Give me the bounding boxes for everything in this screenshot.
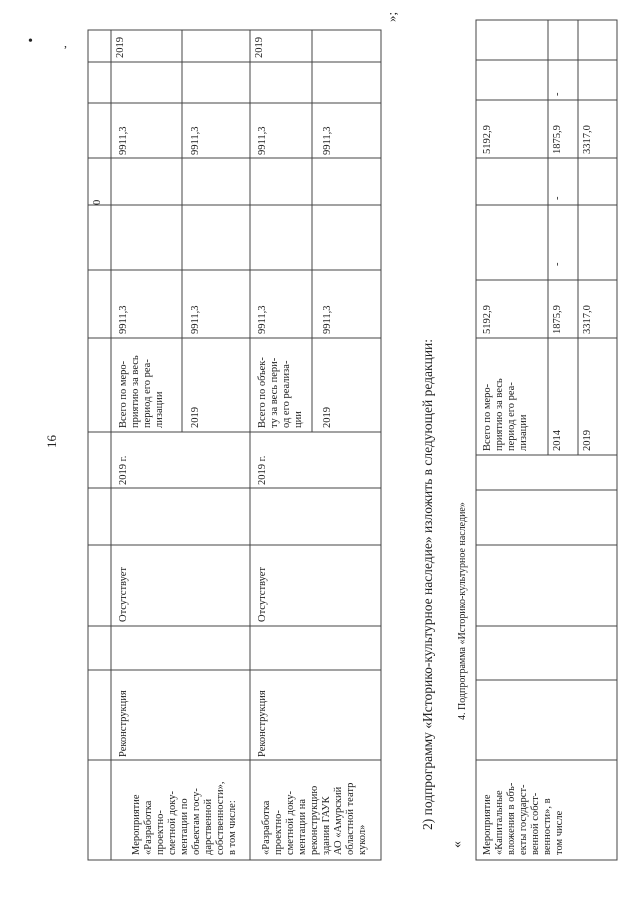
table2-row2-year: 2019 xyxy=(582,430,593,451)
table1-close-quote: »; xyxy=(384,11,399,22)
table1-row2-status: Отсутствует xyxy=(257,567,268,622)
table2-row1-value: 1875,9 xyxy=(552,305,563,334)
dot-mark: • xyxy=(28,34,33,49)
table1-row2-type: Реконструкция xyxy=(257,690,268,757)
table2-row1-value2: 1875,9 xyxy=(552,125,563,154)
page-number: 16 xyxy=(44,435,59,448)
table1-row1-value-total: 9911,3 xyxy=(118,126,129,155)
table1-row1-term: 2019 г. xyxy=(118,455,129,485)
table2-period-total: Всего по меро- приятию за весь период его реа- лизации xyxy=(482,378,529,451)
table1-row1-name: Мероприятие «Разработка проектно- сметной доку- ментации по объектам госу- дарственной собственности», в том числе: xyxy=(131,781,238,855)
table1-zero: 0 xyxy=(92,199,103,205)
table2-row2-value2: 3317,0 xyxy=(582,125,593,154)
table1-row1-status: Отсутствует xyxy=(118,567,129,622)
table1-row2-term: 2019 г. xyxy=(257,455,268,485)
table1-row1-year-col: 2019 xyxy=(115,37,126,58)
table2-row1-dash2: - xyxy=(552,92,563,96)
table2-row1-year: 2014 xyxy=(552,430,563,451)
comma-mark: , xyxy=(64,36,67,50)
subprogram-heading: 2) подпрограмму «Историко-культурное наследие» изложить в следующей редакции: xyxy=(420,338,435,830)
table1-row1-sum-total: 9911,3 xyxy=(118,305,129,334)
table2-dash-mid: - xyxy=(552,196,563,200)
table1-row2-sum-year: 9911,3 xyxy=(322,305,333,334)
table1-row1-value-year: 9911,3 xyxy=(190,126,201,155)
table1-row2-value-total: 9911,3 xyxy=(257,126,268,155)
table1-row2-period-total: Всего по объек- ту за весь пери- од его реализа- ции xyxy=(257,357,304,428)
table1-row2-year: 2019 xyxy=(322,407,333,428)
table1-row2-sum-total: 9911,3 xyxy=(257,305,268,334)
table1-row2-value-year: 9911,3 xyxy=(322,126,333,155)
table2-total2: 5192,9 xyxy=(482,125,493,154)
table2-total: 5192,9 xyxy=(482,305,493,334)
table1-row2-year-col: 2019 xyxy=(254,37,265,58)
open-quote: « xyxy=(450,841,465,848)
table1-row1-period-total: Всего по меро- приятию за весь период его реа- лизации xyxy=(118,355,165,428)
table2-row1-dash: - xyxy=(552,262,563,266)
table2-name: Мероприятие «Капитальные вложения в объ- екты государст- венной собст- венности», в том числе xyxy=(482,782,565,855)
table1-row1-sum-year: 9911,3 xyxy=(190,305,201,334)
table1-row2-name: «Разработка проектно- сметной доку- ментации на реконструкцию здания ГАУК АО «Амурский областной театр кукол» xyxy=(261,782,368,855)
subprogram-subheading: 4. Подпрограмма «Историко-культурное наследие» xyxy=(457,502,468,720)
table1-row1-type: Реконструкция xyxy=(118,690,129,757)
table1-row1-year: 2019 xyxy=(190,407,201,428)
table2-row2-value: 3317,0 xyxy=(582,305,593,334)
